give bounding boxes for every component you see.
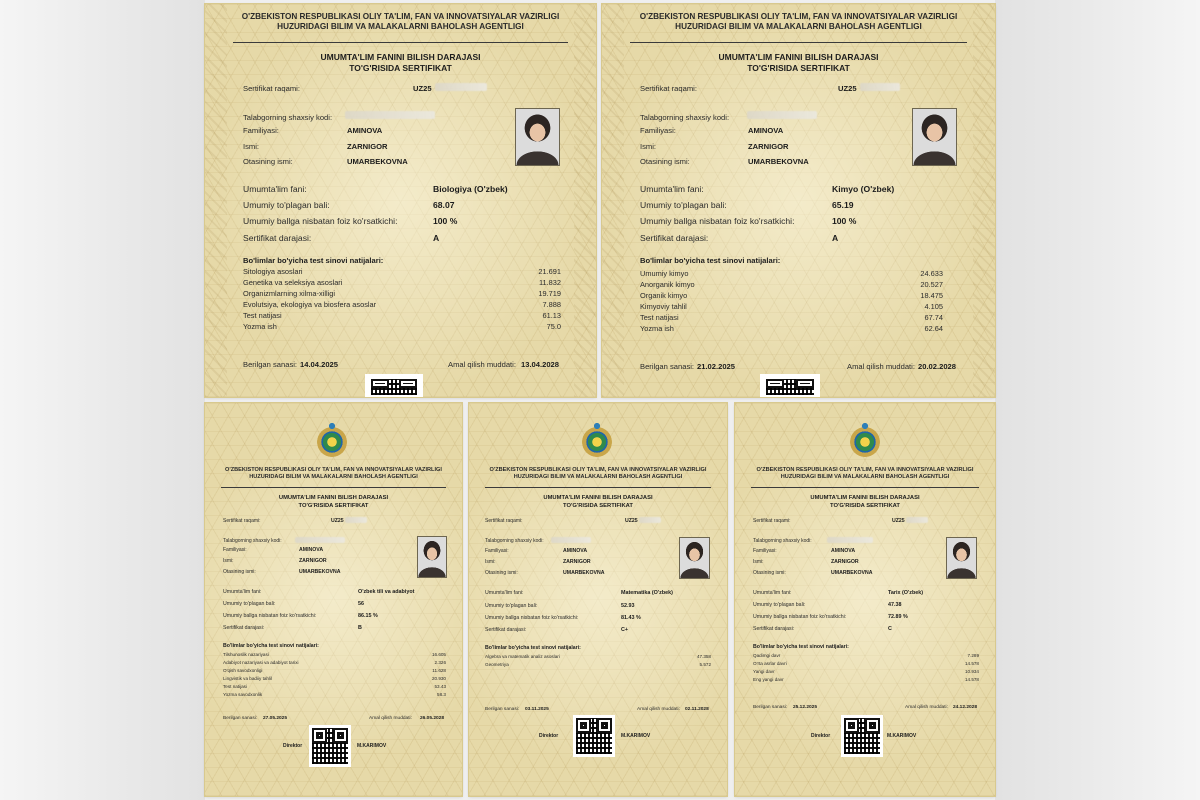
percent-label: Umumiy ballga nisbatan foiz ko'rsatkichi: bbox=[223, 613, 317, 619]
subject-label: Umumta'lim fani: bbox=[223, 589, 262, 595]
state-emblem-icon bbox=[582, 427, 612, 457]
cert-number-label: Sertifikat raqami: bbox=[223, 518, 261, 524]
id-code-label: Talabgorning shaxsiy kodi: bbox=[243, 113, 333, 122]
surname-value: AMINOVA bbox=[748, 126, 784, 135]
ministry-header: O'ZBEKISTON RESPUBLIKASI OLIY TA'LIM, FAN VA INNOVATSIYALAR VAZIRLIGI HUZURIDAGI BILIM VA MALAKALARNI BAHOLASH AGENTLIGI bbox=[756, 467, 974, 480]
subject-value: Biologiya (O'zbek) bbox=[433, 184, 508, 194]
issued-label: Berilgan sanasi: bbox=[223, 716, 258, 721]
level-value: C+ bbox=[621, 627, 629, 633]
valid-label: Amal qilish muddati: bbox=[847, 362, 915, 371]
issued-date: 14.04.2025 bbox=[300, 360, 339, 369]
score-value: 47.38 bbox=[888, 602, 902, 608]
score-value: 65.19 bbox=[832, 200, 854, 210]
header-rule bbox=[751, 487, 979, 488]
surname-label: Familiyasi: bbox=[485, 548, 509, 554]
header-rule bbox=[630, 42, 967, 43]
id-code-label: Talabgorning shaxsiy kodi: bbox=[753, 538, 812, 544]
director-label: Direktor bbox=[811, 733, 831, 739]
sections-title: Bo'limlar bo'yicha test sinovi natijalari: bbox=[485, 645, 581, 651]
score-value: 68.07 bbox=[433, 200, 455, 210]
cert-number-label: Sertifikat raqami: bbox=[640, 84, 697, 93]
father-name-value: UMARBEKOVNA bbox=[831, 570, 873, 576]
cert-number-label: Sertifikat raqami: bbox=[753, 518, 791, 524]
level-value: A bbox=[433, 233, 440, 243]
cert-number-label: Sertifikat raqami: bbox=[485, 518, 523, 524]
cert-number-value: UZ25 bbox=[838, 84, 857, 93]
level-label: Sertifikat darajasi: bbox=[243, 233, 312, 243]
sections-title: Bo'limlar bo'yicha test sinovi natijalari: bbox=[243, 256, 384, 265]
redacted-cert-number bbox=[435, 83, 487, 91]
score-value: 56 bbox=[358, 601, 364, 607]
issued-label: Berilgan sanasi: bbox=[753, 705, 788, 710]
name-value: ZARNIGOR bbox=[347, 142, 388, 151]
id-code-label: Talabgorning shaxsiy kodi: bbox=[223, 538, 282, 544]
surname-value: AMINOVA bbox=[347, 126, 383, 135]
ministry-header: O'ZBEKISTON RESPUBLIKASI OLIY TA'LIM, FAN VA INNOVATSIYALAR VAZIRLIGI HUZURIDAGI BILIM VA MALAKALARNI BAHOLASH AGENTLIGI bbox=[639, 12, 958, 32]
father-name-value: UMARBEKOVNA bbox=[563, 570, 605, 576]
candidate-photo bbox=[515, 108, 560, 166]
level-value: B bbox=[358, 625, 362, 631]
redacted-id-code bbox=[747, 111, 817, 119]
director-name: M.KARIMOV bbox=[887, 733, 917, 739]
qr-code bbox=[573, 715, 615, 757]
issued-date: 27.05.2025 bbox=[263, 716, 288, 721]
certificate-ozbek-tili: O'ZBEKISTON RESPUBLIKASI OLIY TA'LIM, FAN VA INNOVATSIYALAR VAZIRLIGI HUZURIDAGI BILIM VA MALAKALARNI BAHOLASH AGENTLIGI UMUMTA'LIM FANINI BILISH DARAJASI TO'G'RISIDA SERTIFIKAT Sertifikat raqami: UZ25 Talabgorning shaxsiy kodi: Familiyasi: AMINOVA Ismi: ZARNIGOR Otasining ismi: UMARBEKOVNA Umumta'lim fani: O'zbek tili va adabiyot Umumiy to'plagan bali: 56 Umumiy ballga nisbatan foiz ko'rsatkichi: 86.15 % Sertifikat darajasi: B Bo'limlar bo'yicha test sinovi natijalari: Tilshunoslik nazariyasi 16.605 Adabiyot nazariyasi va adabiyot tarixi 2.326 O'qish savodxonligi 11.628 Lingvistik va badiiy tahlil 20.930 Test natijasi 53.43 Yozma savodxonlik 58.3 Berilgan sanasi: 27.05.2025 Amal qilish muddati: 26.05.2028 Direktor M.KARIMOV bbox=[205, 403, 462, 796]
sections-title: Bo'limlar bo'yicha test sinovi natijalari: bbox=[223, 643, 319, 649]
percent-label: Umumiy ballga nisbatan foiz ko'rsatkichi: bbox=[485, 615, 579, 621]
father-name-label: Otasining ismi: bbox=[223, 569, 256, 575]
qr-code bbox=[309, 725, 351, 767]
cert-number-value: UZ25 bbox=[892, 518, 905, 524]
father-name-label: Otasining ismi: bbox=[485, 570, 518, 576]
percent-label: Umumiy ballga nisbatan foiz ko'rsatkichi: bbox=[753, 614, 847, 620]
state-emblem-icon bbox=[317, 427, 347, 457]
surname-value: AMINOVA bbox=[831, 548, 856, 554]
score-value: 52.93 bbox=[621, 603, 635, 609]
subject-label: Umumta'lim fani: bbox=[753, 590, 792, 596]
level-value: A bbox=[832, 233, 839, 243]
qr-code bbox=[763, 376, 817, 397]
percent-value: 81.43 % bbox=[621, 615, 641, 621]
surname-label: Familiyasi: bbox=[640, 126, 676, 135]
father-name-label: Otasining ismi: bbox=[640, 157, 690, 166]
certificate-title: UMUMTA'LIM FANINI BILISH DARAJASI TO'G'RISIDA SERTIFIKAT bbox=[320, 52, 481, 74]
father-name-value: UMARBEKOVNA bbox=[299, 569, 341, 575]
valid-label: Amal qilish muddati: bbox=[448, 360, 516, 369]
subject-value: Tarix (O'zbek) bbox=[888, 590, 924, 596]
father-name-label: Otasining ismi: bbox=[243, 157, 293, 166]
issued-date: 25.12.2025 bbox=[793, 705, 818, 710]
valid-date: 13.04.2028 bbox=[521, 360, 560, 369]
redacted-cert-number bbox=[860, 83, 900, 91]
percent-label: Umumiy ballga nisbatan foiz ko'rsatkichi: bbox=[243, 216, 398, 226]
father-name-value: UMARBEKOVNA bbox=[748, 157, 809, 166]
ministry-header: O'ZBEKISTON RESPUBLIKASI OLIY TA'LIM, FAN VA INNOVATSIYALAR VAZIRLIGI HUZURIDAGI BILIM VA MALAKALARNI BAHOLASH AGENTLIGI bbox=[489, 467, 707, 480]
score-label: Umumiy to'plagan bali: bbox=[243, 200, 330, 210]
sections-title: Bo'limlar bo'yicha test sinovi natijalari: bbox=[753, 644, 849, 650]
percent-value: 86.15 % bbox=[358, 613, 378, 619]
surname-value: AMINOVA bbox=[299, 547, 324, 553]
cert-number-value: UZ25 bbox=[331, 518, 344, 524]
valid-date: 26.05.2028 bbox=[420, 716, 445, 721]
percent-value: 100 % bbox=[433, 216, 458, 226]
valid-date: 24.12.2028 bbox=[953, 705, 978, 710]
level-value: C bbox=[888, 626, 892, 632]
percent-value: 100 % bbox=[832, 216, 857, 226]
level-label: Sertifikat darajasi: bbox=[753, 626, 795, 632]
name-label: Ismi: bbox=[753, 559, 764, 565]
background-left bbox=[0, 0, 205, 800]
level-label: Sertifikat darajasi: bbox=[485, 627, 527, 633]
score-label: Umumiy to'plagan bali: bbox=[223, 601, 276, 607]
header-rule bbox=[233, 42, 568, 43]
name-value: ZARNIGOR bbox=[831, 559, 859, 565]
subject-value: Matematika (O'zbek) bbox=[621, 590, 673, 596]
valid-date: 02.11.2028 bbox=[685, 707, 709, 712]
certificate-matematika: O'ZBEKISTON RESPUBLIKASI OLIY TA'LIM, FAN VA INNOVATSIYALAR VAZIRLIGI HUZURIDAGI BILIM VA MALAKALARNI BAHOLASH AGENTLIGI UMUMTA'LIM FANINI BILISH DARAJASI TO'G'RISIDA SERTIFIKAT Sertifikat raqami: UZ25 Talabgorning shaxsiy kodi: Familiyasi: AMINOVA Ismi: ZARNIGOR Otasining ismi: UMARBEKOVNA Umumta'lim fani: Matematika (O'zbek) Umumiy to'plagan bali: 52.93 Umumiy ballga nisbatan foiz ko'rsatkichi: 81.43 % Sertifikat darajasi: C+ Bo'limlar bo'yicha test sinovi natijalari: Algebra va matematik analiz asoslari 47.358 Geometriya 5.572 Berilgan sanasi: 03.11.2025 Amal qilish muddati: 02.11.2028 Direktor M.KARIMOV bbox=[469, 403, 727, 796]
state-emblem-icon bbox=[850, 427, 880, 457]
level-label: Sertifikat darajasi: bbox=[640, 233, 709, 243]
candidate-photo bbox=[417, 536, 447, 578]
surname-value: AMINOVA bbox=[563, 548, 588, 554]
subject-label: Umumta'lim fani: bbox=[243, 184, 307, 194]
certificate-title: UMUMTA'LIM FANINI BILISH DARAJASI TO'G'RISIDA SERTIFIKAT bbox=[543, 495, 653, 509]
certificate-title: UMUMTA'LIM FANINI BILISH DARAJASI TO'G'RISIDA SERTIFIKAT bbox=[718, 52, 879, 74]
valid-date: 20.02.2028 bbox=[918, 362, 957, 371]
header-rule bbox=[221, 487, 446, 488]
background-right bbox=[995, 0, 1200, 800]
issued-date: 03.11.2025 bbox=[525, 707, 549, 712]
id-code-label: Talabgorning shaxsiy kodi: bbox=[640, 113, 730, 122]
issued-label: Berilgan sanasi: bbox=[640, 362, 695, 371]
qr-code bbox=[368, 376, 420, 397]
sections-title: Bo'limlar bo'yicha test sinovi natijalari: bbox=[640, 256, 781, 265]
father-name-value: UMARBEKOVNA bbox=[347, 157, 408, 166]
certificate-tarix: O'ZBEKISTON RESPUBLIKASI OLIY TA'LIM, FAN VA INNOVATSIYALAR VAZIRLIGI HUZURIDAGI BILIM VA MALAKALARNI BAHOLASH AGENTLIGI UMUMTA'LIM FANINI BILISH DARAJASI TO'G'RISIDA SERTIFIKAT Sertifikat raqami: UZ25 Talabgorning shaxsiy kodi: Familiyasi: AMINOVA Ismi: ZARNIGOR Otasining ismi: UMARBEKOVNA Umumta'lim fani: Tarix (O'zbek) Umumiy to'plagan bali: 47.38 Umumiy ballga nisbatan foiz ko'rsatkichi: 72.89 % Sertifikat darajasi: C Bo'limlar bo'yicha test sinovi natijalari: Qadimgi davr 7.289 O'rta asrlar davri 14.578 Yangi davr 10.934 Eng yangi davr 14.578 Berilgan sanasi: 25.12.2025 Amal qilish muddati: 24.12.2028 Direktor M.KARIMOV bbox=[735, 403, 995, 796]
name-label: Ismi: bbox=[243, 142, 260, 151]
certificate-biologiya: O'ZBEKISTON RESPUBLIKASI OLIY TA'LIM, FAN VA INNOVATSIYALAR VAZIRLIGI HUZURIDAGI BILIM VA MALAKALARNI BAHOLASH AGENTLIGI UMUMTA'LIM FANINI BILISH DARAJASI TO'G'RISIDA SERTIFIKAT Sertifikat raqami: UZ25 Talabgorning shaxsiy kodi: Familiyasi: AMINOVA Ismi: ZARNIGOR Otasining ismi: UMARBEKOVNA Umumta'lim fani: Biologiya (O'zbek) Umumiy to'plagan bali: 68.07 Umumiy ballga nisbatan foiz ko'rsatkichi: 100 % Sertifikat darajasi: A Bo'limlar bo'yicha test sinovi natijalari: Sitologiya asoslari 21.691 Genetika va seleksiya asoslari 11.832 Organizmlarning xilma-xilligi 19.719 Evolutsiya, ekologiya va biosfera asoslar 7.888 Test natijasi 61.13 Yozma ish 75.0 Berilgan sanasi: 14.04.2025 Amal qilish muddati: 13.04.2028 bbox=[205, 4, 596, 397]
cert-number-label: Sertifikat raqami: bbox=[243, 84, 300, 93]
candidate-photo bbox=[946, 537, 977, 579]
director-name: M.KARIMOV bbox=[621, 733, 651, 739]
subject-label: Umumta'lim fani: bbox=[640, 184, 704, 194]
cert-number-value: UZ25 bbox=[413, 84, 432, 93]
valid-label: Amal qilish muddati: bbox=[637, 707, 680, 712]
score-label: Umumiy to'plagan bali: bbox=[485, 603, 538, 609]
subject-label: Umumta'lim fani: bbox=[485, 590, 524, 596]
percent-label: Umumiy ballga nisbatan foiz ko'rsatkichi: bbox=[640, 216, 795, 226]
name-label: Ismi: bbox=[223, 558, 234, 564]
qr-code bbox=[841, 715, 883, 757]
certificate-title: UMUMTA'LIM FANINI BILISH DARAJASI TO'G'RISIDA SERTIFIKAT bbox=[810, 495, 920, 509]
director-label: Direktor bbox=[539, 733, 559, 739]
name-value: ZARNIGOR bbox=[563, 559, 591, 565]
ministry-header: O'ZBEKISTON RESPUBLIKASI OLIY TA'LIM, FAN VA INNOVATSIYALAR VAZIRLIGI HUZURIDAGI BILIM VA MALAKALARNI BAHOLASH AGENTLIGI bbox=[225, 467, 442, 480]
percent-value: 72.89 % bbox=[888, 614, 908, 620]
surname-label: Familiyasi: bbox=[753, 548, 777, 554]
director-label: Direktor bbox=[283, 743, 303, 749]
director-name: M.KARIMOV bbox=[357, 743, 387, 749]
valid-label: Amal qilish muddati: bbox=[905, 705, 948, 710]
cert-number-value: UZ25 bbox=[625, 518, 638, 524]
subject-value: O'zbek tili va adabiyot bbox=[358, 589, 415, 595]
subject-value: Kimyo (O'zbek) bbox=[832, 184, 895, 194]
surname-label: Familiyasi: bbox=[223, 547, 247, 553]
ministry-header: O'ZBEKISTON RESPUBLIKASI OLIY TA'LIM, FAN VA INNOVATSIYALAR VAZIRLIGI HUZURIDAGI BILIM VA MALAKALARNI BAHOLASH AGENTLIGI bbox=[241, 12, 560, 32]
issued-label: Berilgan sanasi: bbox=[243, 360, 298, 369]
candidate-photo bbox=[679, 537, 710, 579]
issued-date: 21.02.2025 bbox=[697, 362, 736, 371]
name-label: Ismi: bbox=[640, 142, 657, 151]
surname-label: Familiyasi: bbox=[243, 126, 279, 135]
candidate-photo bbox=[912, 108, 957, 166]
valid-label: Amal qilish muddati: bbox=[369, 716, 412, 721]
score-label: Umumiy to'plagan bali: bbox=[753, 602, 806, 608]
id-code-label: Talabgorning shaxsiy kodi: bbox=[485, 538, 544, 544]
header-rule bbox=[485, 487, 711, 488]
name-label: Ismi: bbox=[485, 559, 496, 565]
certificate-title: UMUMTA'LIM FANINI BILISH DARAJASI TO'G'RISIDA SERTIFIKAT bbox=[278, 495, 389, 509]
name-value: ZARNIGOR bbox=[748, 142, 789, 151]
certificate-kimyo: O'ZBEKISTON RESPUBLIKASI OLIY TA'LIM, FAN VA INNOVATSIYALAR VAZIRLIGI HUZURIDAGI BILIM VA MALAKALARNI BAHOLASH AGENTLIGI UMUMTA'LIM FANINI BILISH DARAJASI TO'G'RISIDA SERTIFIKAT Sertifikat raqami: UZ25 Talabgorning shaxsiy kodi: Familiyasi: AMINOVA Ismi: ZARNIGOR Otasining ismi: UMARBEKOVNA Umumta'lim fani: Kimyo (O'zbek) Umumiy to'plagan bali: 65.19 Umumiy ballga nisbatan foiz ko'rsatkichi: 100 % Sertifikat darajasi: A Bo'limlar bo'yicha test sinovi natijalari: Umumiy kimyo 24.633 Anorganik kimyo 20.527 Organik kimyo 18.475 Kimyoviy tahlil 4.105 Test natijasi 67.74 Yozma ish 62.64 Berilgan sanasi: 21.02.2025 Amal qilish muddati: 20.02.2028 bbox=[602, 4, 995, 397]
level-label: Sertifikat darajasi: bbox=[223, 625, 265, 631]
redacted-id-code bbox=[345, 111, 435, 119]
father-name-label: Otasining ismi: bbox=[753, 570, 786, 576]
issued-label: Berilgan sanasi: bbox=[485, 707, 520, 712]
name-value: ZARNIGOR bbox=[299, 558, 327, 564]
score-label: Umumiy to'plagan bali: bbox=[640, 200, 727, 210]
